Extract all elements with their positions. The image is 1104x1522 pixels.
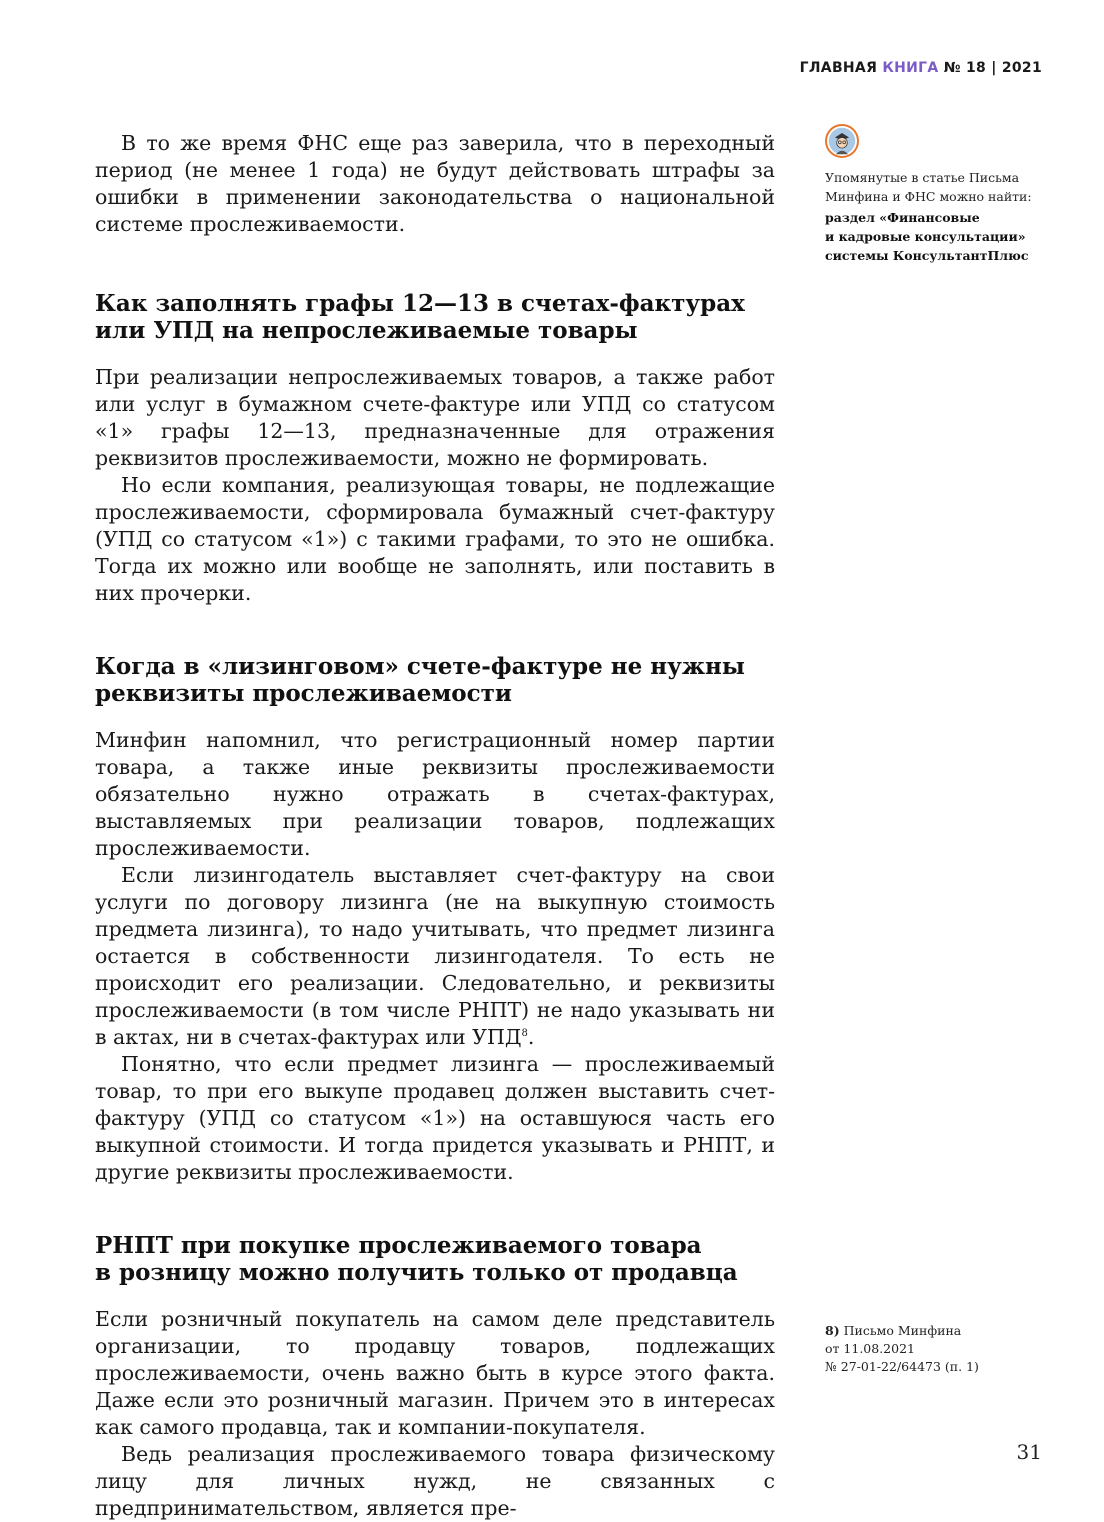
issue-number: № 18 | 2021 <box>943 60 1042 76</box>
section2-paragraph-3: Понятно, что если предмет лизинга — прослеживаемый товар, то при его выкупе продавец должен выставить счет-фактуру (УПД со статусом «1») на оставшуюся часть его выкупной стоимости. И тогда придется указывать и РНПТ, и другие реквизиты прослеживаемости. <box>95 1052 775 1184</box>
footnote-line3: № 27-01-22/64473 (п. 1) <box>825 1359 979 1374</box>
expert-portrait-icon <box>825 124 859 158</box>
section3-heading-line2: в розницу можно получить только от продавца <box>95 1259 738 1286</box>
footnote-ref-8: 8 <box>521 1028 528 1040</box>
sidebar-location-line3: системы КонсультантПлюс <box>825 248 1029 263</box>
section1-heading-line1: Как заполнять графы 12—13 в счетах-фактурах <box>95 290 745 317</box>
section2-paragraph-2-text: Если лизингодатель выставляет счет-фактуру на свои услуги по договору лизинга (не на выкупную стоимость предмета лизинга), то надо учитывать, что предмет лизинга остается в собственности лизингодателя. То есть не происходит его реализации. Следовательно, и реквизиты прослеживаемости (в том числе РНПТ) не надо указывать ни в актах, ни в счетах-фактурах или УПД <box>95 863 775 1049</box>
section2-paragraph-2 <box>95 862 775 1051</box>
footnote-line2: от 11.08.2021 <box>825 1341 915 1356</box>
magazine-header <box>800 60 1042 76</box>
section2-paragraph-1: Минфин напомнил, что регистрационный номер партии товара, а также иные реквизиты прослеживаемости обязательно нужно отражать в счетах-фактурах, выставляемых при реализации товаров, подлежащих прослеживаемости. <box>95 728 775 860</box>
article-body <box>95 130 775 1522</box>
section3-heading <box>95 1232 775 1286</box>
footnote-line1: Письмо Минфина <box>843 1323 962 1338</box>
brand-main: ГЛАВНАЯ <box>799 60 878 76</box>
section2-heading-line1: Когда в «лизинговом» счете-фактуре не нужны <box>95 653 745 680</box>
sidebar-location-line1: раздел «Финансовые <box>825 210 980 225</box>
sidebar-location <box>825 208 1055 265</box>
section1-paragraph-2: Но если компания, реализующая товары, не подлежащие прослеживаемости, сформировала бумажный счет-фактуру (УПД со статусом «1») с такими графами, то это не ошибка. Тогда их можно или вообще не заполнять, или поставить в них прочерки. <box>95 473 775 605</box>
section2-paragraph-2-end: . <box>527 1025 535 1049</box>
sidebar-note <box>825 124 1055 265</box>
footnote-8 <box>825 1322 1055 1376</box>
section2-heading <box>95 653 775 707</box>
section2-heading-line2: реквизиты прослеживаемости <box>95 680 512 707</box>
sidebar-note-text: Упомянутые в статье Письма Минфина и ФНС можно найти: <box>825 170 1032 204</box>
section3-paragraph-1: Если розничный покупатель на самом деле представитель организации, то продавцу товаров, подлежащих прослеживаемости, очень важно быть в курсе этого факта. Даже если это розничный магазин. Причем это в интересах как самого продавца, так и компании-покупателя. <box>95 1307 775 1439</box>
section3-paragraph-2: Ведь реализация прослеживаемого товара физическому лицу для личных нужд, не связанных с предпринимательством, является пре- <box>95 1442 775 1520</box>
footnote-number: 8) <box>825 1323 840 1338</box>
section1-heading-line2: или УПД на непрослеживаемые товары <box>95 317 638 344</box>
brand-accent: КНИГА <box>882 60 939 76</box>
section3-heading-line1: РНПТ при покупке прослеживаемого товара <box>95 1232 702 1259</box>
page-number: 31 <box>1016 1440 1042 1464</box>
sidebar-location-line2: и кадровые консультации» <box>825 229 1026 244</box>
section1-paragraph-1: При реализации непрослеживаемых товаров, а также работ или услуг в бумажном счете-фактуре или УПД со статусом «1» графы 12—13, предназначенные для отражения реквизитов прослеживаемости, можно не формировать. <box>95 365 775 470</box>
section1-heading <box>95 290 775 344</box>
intro-paragraph: В то же время ФНС еще раз заверила, что в переходный период (не менее 1 года) не будут действовать штрафы за ошибки в применении законодательства о национальной системе прослеживаемости. <box>95 131 775 236</box>
